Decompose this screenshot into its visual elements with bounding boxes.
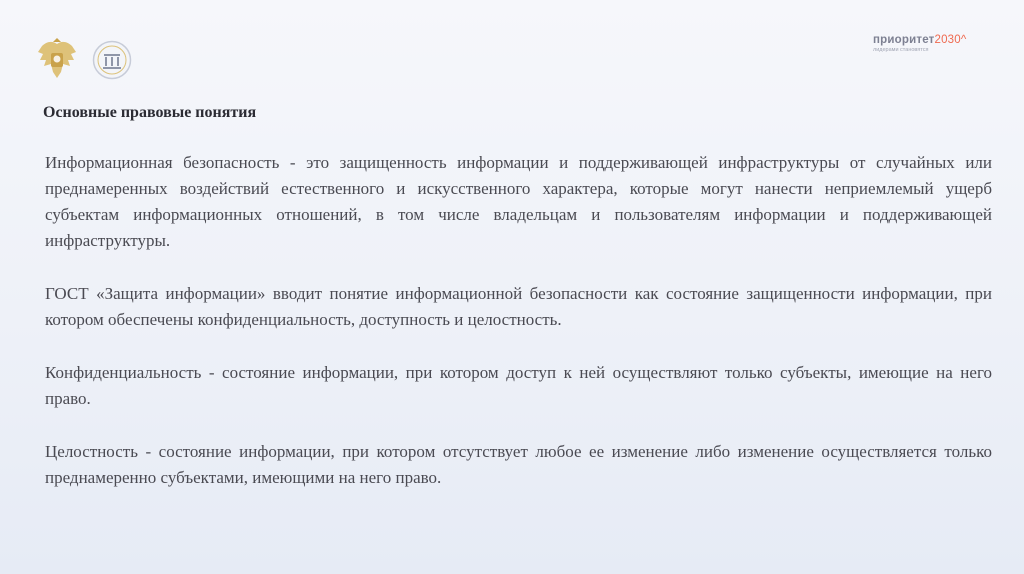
paragraph-confidentiality: Конфиденциальность - состояние информации, при котором доступ к ней осуществляют только субъекты, имеющие на него право. xyxy=(45,363,992,408)
brand-name: приоритет2030^ xyxy=(873,34,967,46)
slide-body xyxy=(45,150,992,518)
slide-title: Основные правовые понятия xyxy=(43,104,257,121)
brand-tagline: лидерами становятся xyxy=(873,47,929,53)
paragraph-infosec-definition: Информационная безопасность - это защищенность информации и поддерживающей инфраструктуры от случайных или преднамеренных воздействий естественного и искусственного характера, которые могут нанести неприемлемый ущерб субъектам информационных отношений, в том числе владельцам и пользователям информации и поддерживающей инфраструктуры. xyxy=(45,153,992,250)
coat-of-arms-icon xyxy=(36,38,78,82)
brand-logo xyxy=(873,34,993,53)
brand-year: 2030^ xyxy=(934,34,967,46)
institution-seal-icon xyxy=(92,40,132,80)
paragraph-integrity: Целостность - состояние информации, при котором отсутствует любое ее изменение либо изменение осуществляется только преднамеренно субъектами, имеющими на него право. xyxy=(45,442,992,487)
paragraph-gost-definition: ГОСТ «Защита информации» вводит понятие информационной безопасности как состояние защищенности информации, при котором обеспечены конфиденциальность, доступность и целостность. xyxy=(45,284,992,329)
